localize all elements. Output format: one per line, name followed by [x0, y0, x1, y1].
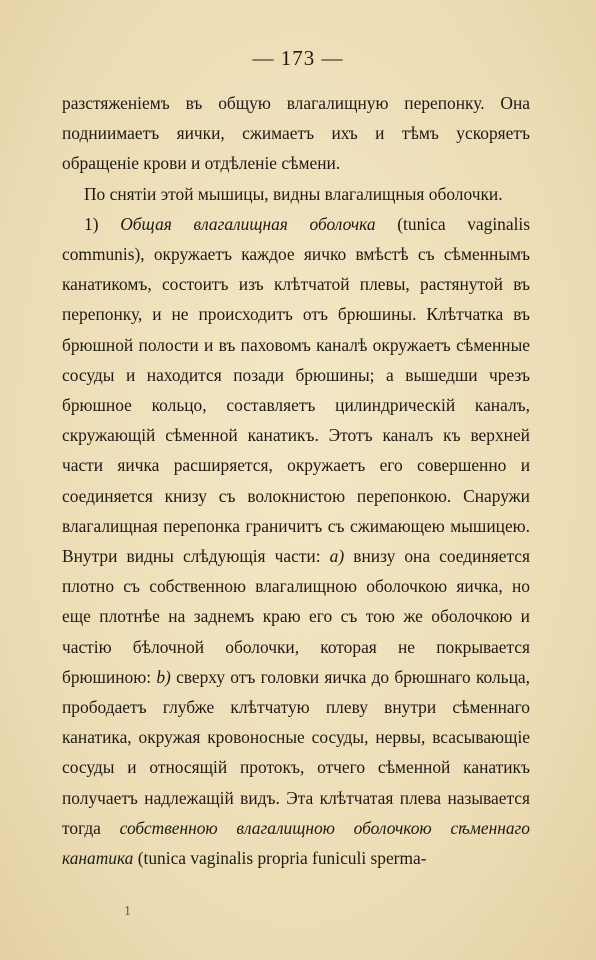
paragraph-3-text: , окружаетъ каждое яичко вмѣстѣ съ сѣменнымъ канатикомъ, состоитъ изъ клѣтчатой плевы, растянутой въ перепонку, и не происходитъ отъ брюшины. Клѣтчатка въ брюшной полости и въ паховомъ каналѣ окружаетъ сѣменные сосуды и находится позади брюшины; а вышедши чрезъ брюшное кольцо, составляетъ цилиндрическій каналъ, скружающій сѣменной канатикъ. Этотъ каналъ къ верхней части яичка расширяется, окружаетъ его совершенно и соединяется книзу съ волокнистою перепонкою. Снаружи влагалищная перепонка граничитъ съ сжимающею мышицею. Внутри видны слѣдующія части: — [62, 244, 530, 567]
item-b-text: сверху отъ головки яичка до брюшнаго кольца, прободаетъ глубже клѣтчатую плеву внутри сѣменнаго канатика, окружая кровоносные сосуды, нервы, всасывающіе сосуды и относящій протокъ, отчего сѣменной канатикъ получаетъ надлежащій видъ. Эта клѣтчатая плева называется тогда — [62, 666, 530, 838]
margin-mark: 1 — [124, 904, 131, 919]
latin-term: (tunica vaginalis communis) — [62, 213, 531, 265]
term-proper-vaginal-tunic: собственною влагалищною оболочкою сѣменнаго канатика — [62, 817, 531, 869]
paragraph-3 — [62, 209, 530, 873]
item-a-text: внизу она соединяется плотно съ собственною влагалищною оболочкою яичка, но еще плотнѣе на заднемъ краю его съ тою же оболочкою и частію бѣлочной оболочки, которая не покрывается брюшиною: — [62, 546, 530, 687]
item-b-label: b) — [156, 666, 171, 687]
paragraph-1: разстяженіемъ въ общую влагалищную перепонку. Она подниимаетъ яички, сжимаетъ ихъ и тѣмъ ускоряетъ обращеніе крови и отдѣленіе сѣмени. — [62, 93, 530, 174]
list-number: 1) — [84, 213, 99, 234]
term-general-vaginal-tunic: Общая влагалищная оболочка — [120, 213, 376, 234]
page-number: — 173 — — [252, 46, 344, 70]
paragraph-2: По снятіи этой мышицы, видны влагалищныя оболочки. — [84, 183, 503, 204]
item-a-label: a) — [329, 546, 345, 567]
body-text — [62, 88, 530, 873]
latin-term-2: (tunica vaginalis proprіa funiculi sperma- — [133, 848, 427, 869]
